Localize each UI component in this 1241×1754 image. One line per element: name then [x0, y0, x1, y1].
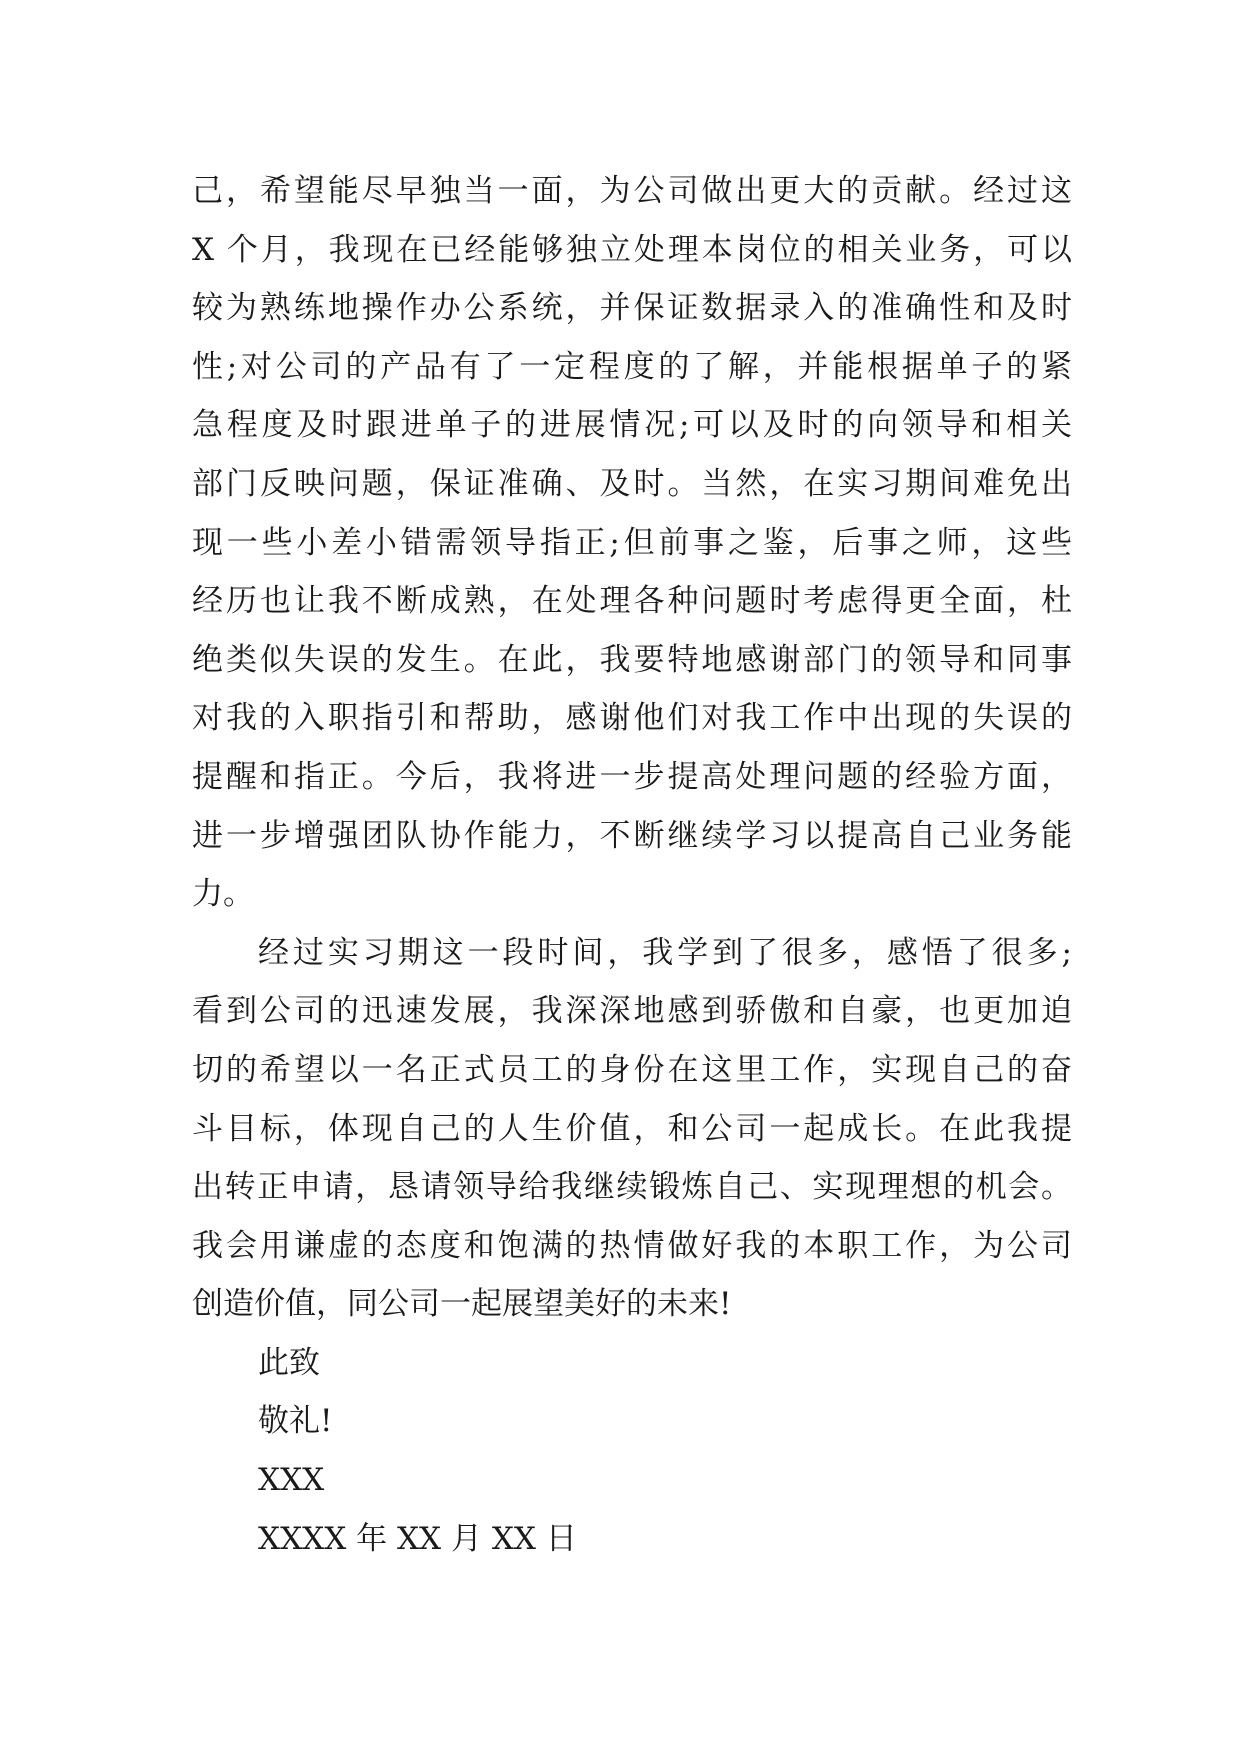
text-line: 部门反映问题，保证准确、及时。当然，在实习期间难免出 — [192, 465, 1072, 502]
text-line: 看到公司的迅速发展，我深深地感到骄傲和自豪，也更加迫 — [192, 993, 1072, 1030]
text-line: 出转正申请，恳请领导给我继续锻炼自己、实现理想的机会。 — [192, 1169, 1072, 1206]
text-line: 经过实习期这一段时间，我学到了很多，感悟了很多; — [258, 934, 1072, 971]
closing-salutation: 此致 — [258, 1344, 320, 1381]
letter-date: XXXX 年 XX 月 XX 日 — [258, 1520, 577, 1557]
text-line: 斗目标，体现自己的人生价值，和公司一起成长。在此我提 — [192, 1110, 1072, 1147]
text-line: 急程度及时跟进单子的进展情况;可以及时的向领导和相关 — [192, 407, 1072, 444]
text-line: 切的希望以一名正式员工的身份在这里工作，实现自己的奋 — [192, 1051, 1072, 1088]
text-line: 较为熟练地操作办公系统，并保证数据录入的准确性和及时 — [192, 290, 1072, 327]
text-line: 绝类似失误的发生。在此，我要特地感谢部门的领导和同事 — [192, 641, 1072, 678]
text-line: 创造价值，同公司一起展望美好的未来! — [192, 1286, 732, 1323]
text-line: X 个月，我现在已经能够独立处理本岗位的相关业务，可以 — [192, 231, 1072, 268]
text-line: 现一些小差小错需领导指正;但前事之鉴，后事之师，这些 — [192, 524, 1072, 561]
text-line: 力。 — [192, 876, 254, 913]
text-line: 对我的入职指引和帮助，感谢他们对我工作中出现的失误的 — [192, 700, 1072, 737]
text-line: 性;对公司的产品有了一定程度的了解，并能根据单子的紧 — [192, 348, 1072, 385]
closing-regards: 敬礼! — [258, 1403, 333, 1440]
text-line: 进一步增强团队协作能力，不断继续学习以提高自己业务能 — [192, 817, 1072, 854]
letter-body — [192, 162, 1072, 1568]
text-line: 己，希望能尽早独当一面，为公司做出更大的贡献。经过这 — [192, 173, 1072, 209]
text-line: 我会用谦虚的态度和饱满的热情做好我的本职工作，为公司 — [192, 1227, 1072, 1264]
text-line: 提醒和指正。今后，我将进一步提高处理问题的经验方面， — [192, 758, 1072, 795]
text-line: 经历也让我不断成熟，在处理各种问题时考虑得更全面，杜 — [192, 583, 1072, 620]
signature: XXX — [258, 1462, 325, 1499]
paragraph-internship-summary — [192, 162, 1072, 924]
paragraph-application — [192, 924, 1072, 1334]
